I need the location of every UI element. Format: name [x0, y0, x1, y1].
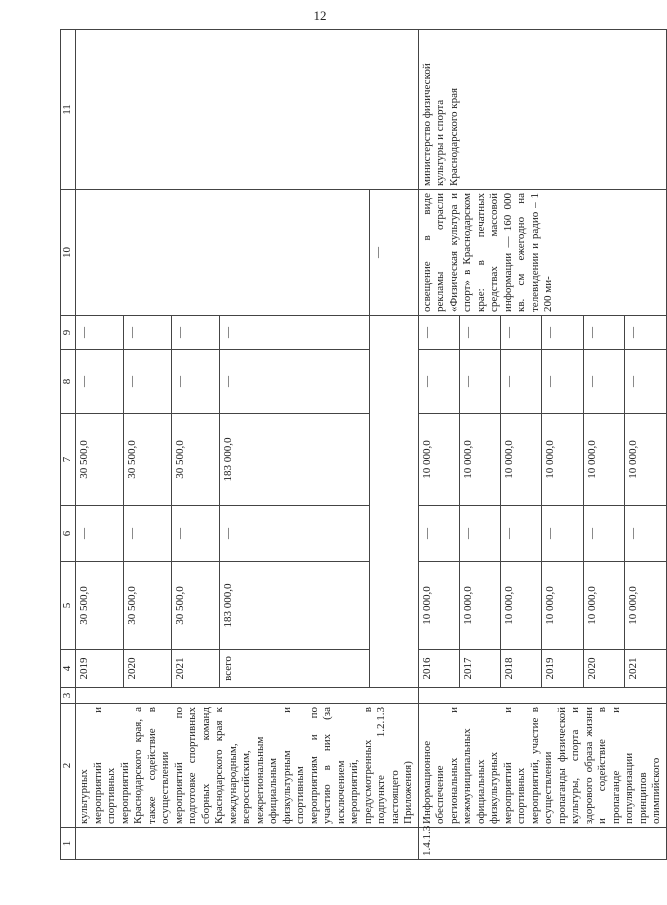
regional-cell: 30 500,0 — [124, 414, 172, 506]
empty-cell — [76, 688, 419, 704]
regional-cell: 10 000,0 — [501, 414, 542, 506]
year-cell: 2017 — [459, 650, 500, 688]
empty-cell — [370, 316, 418, 688]
header-col-7: 7 — [61, 414, 76, 506]
table-row — [76, 30, 124, 860]
header-col-1: 1 — [61, 828, 76, 860]
local-cell: — — [220, 350, 370, 414]
result-cell: освещение в виде рекламы отрасли «Физическая культура и спорт» в Краснодарском крае: в печатных средствах массовой информации — 160 000 кв. см ежегодно на телевидении и радио – 1 200 ми- — [418, 190, 666, 316]
empty-cell — [418, 688, 666, 704]
year-cell: 2019 — [542, 650, 583, 688]
header-col-3: 3 — [61, 688, 76, 704]
extra-cell: — — [542, 316, 583, 350]
year-cell: 2021 — [172, 650, 220, 688]
header-col-4: 4 — [61, 650, 76, 688]
rotated-table-page — [60, 30, 662, 860]
local-cell: — — [459, 350, 500, 414]
total-cell: 30 500,0 — [172, 562, 220, 650]
extra-cell: — — [76, 316, 124, 350]
header-col-6: 6 — [61, 506, 76, 562]
item-description: культурных мероприятий и спортивных мероприятий Краснодарского края, а также содействие в осуществлении мероприятий по подготовке спортивных сборных команд Краснодарского края к международным, всероссийским, межрегиональным официальным физкультурным и спортивным мероприятиям и по участию в них (за исключением мероприятий, предусмотренных в подпункте 1.2.1.3 настоящего Приложения) — [76, 704, 419, 828]
federal-cell: — — [418, 506, 459, 562]
local-cell: — — [76, 350, 124, 414]
extra-cell: — — [172, 316, 220, 350]
extra-cell: — — [124, 316, 172, 350]
extra-cell: — — [220, 316, 370, 350]
local-cell: — — [418, 350, 459, 414]
year-cell: 2021 — [625, 650, 666, 688]
regional-cell: 10 000,0 — [418, 414, 459, 506]
regional-cell: 183 000,0 — [220, 414, 370, 506]
total-cell: 10 000,0 — [418, 562, 459, 650]
year-cell: 2019 — [76, 650, 124, 688]
result-cell — [76, 190, 370, 316]
total-cell: 10 000,0 — [625, 562, 666, 650]
local-cell: — — [124, 350, 172, 414]
header-col-11: 11 — [61, 30, 76, 190]
header-col-9: 9 — [61, 316, 76, 350]
total-cell: 183 000,0 — [220, 562, 370, 650]
regional-cell: 30 500,0 — [172, 414, 220, 506]
regional-cell: 10 000,0 — [459, 414, 500, 506]
item-description: Информационное обеспечение региональных и межмуниципальных официальных физкультурных мероприятий и спортивных мероприятий, участие в осуществлении пропаганды физической культуры, спорта и здорового образа жизни и содействие в пропаганде и популяризации принципов олимпийского — [418, 704, 666, 828]
extra-cell: — — [501, 316, 542, 350]
local-cell: — — [501, 350, 542, 414]
federal-cell: — — [459, 506, 500, 562]
federal-cell: — — [542, 506, 583, 562]
year-cell: всего — [220, 650, 370, 688]
regional-cell: 10 000,0 — [542, 414, 583, 506]
local-cell: — — [172, 350, 220, 414]
total-cell: 10 000,0 — [459, 562, 500, 650]
extra-cell: — — [583, 316, 624, 350]
result-dash-cell: — — [370, 190, 418, 316]
header-col-8: 8 — [61, 350, 76, 414]
header-col-10: 10 — [61, 190, 76, 316]
federal-cell: — — [220, 506, 370, 562]
regional-cell: 10 000,0 — [625, 414, 666, 506]
year-cell: 2020 — [124, 650, 172, 688]
federal-cell: — — [124, 506, 172, 562]
total-cell: 10 000,0 — [501, 562, 542, 650]
responsible-cell: министерство физической культуры и спорта Краснодарского края — [418, 30, 666, 190]
federal-cell: — — [501, 506, 542, 562]
header-col-5: 5 — [61, 562, 76, 650]
responsible-cell — [76, 30, 419, 190]
local-cell: — — [583, 350, 624, 414]
federal-cell: — — [76, 506, 124, 562]
extra-cell: — — [459, 316, 500, 350]
year-cell: 2016 — [418, 650, 459, 688]
year-cell: 2020 — [583, 650, 624, 688]
regional-cell: 30 500,0 — [76, 414, 124, 506]
table-row — [418, 30, 459, 860]
extra-cell: — — [418, 316, 459, 350]
total-cell: 10 000,0 — [583, 562, 624, 650]
federal-cell: — — [625, 506, 666, 562]
header-row — [61, 30, 76, 860]
extra-cell: — — [625, 316, 666, 350]
total-cell: 10 000,0 — [542, 562, 583, 650]
total-cell: 30 500,0 — [124, 562, 172, 650]
local-cell: — — [625, 350, 666, 414]
header-col-2: 2 — [61, 704, 76, 828]
total-cell: 30 500,0 — [76, 562, 124, 650]
regional-cell: 10 000,0 — [583, 414, 624, 506]
item-number — [76, 828, 419, 860]
program-table — [60, 29, 667, 860]
federal-cell: — — [172, 506, 220, 562]
federal-cell: — — [583, 506, 624, 562]
year-cell: 2018 — [501, 650, 542, 688]
local-cell: — — [542, 350, 583, 414]
item-number: 1.4.1.3 — [418, 828, 666, 860]
page-number: 12 — [313, 8, 327, 23]
